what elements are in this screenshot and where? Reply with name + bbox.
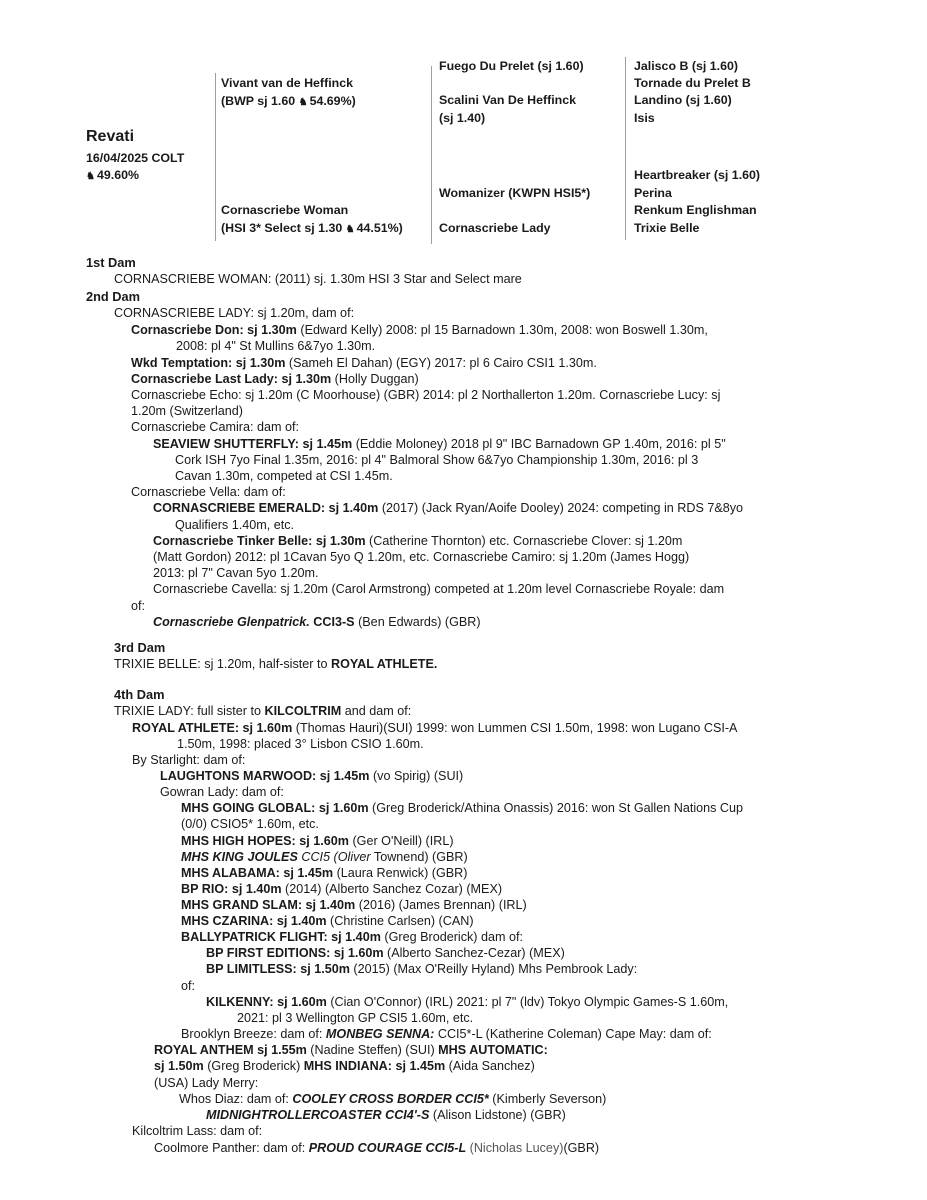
dam-detail: (HSI 3* Select sj 1.30 ♞ 44.51%) bbox=[221, 219, 403, 239]
progeny-entry: MIDNIGHTROLLERCOASTER CCI4'-S (Alison Lidstone) (GBR) bbox=[206, 1108, 566, 1122]
dam-sire: Womanizer (KWPN HSI5*) bbox=[439, 186, 591, 200]
sire-dam-detail: (sj 1.40) bbox=[439, 111, 486, 125]
text-line: (Matt Gordon) 2012: pl 1Cavan 5yo Q 1.20m, etc. Cornascriebe Camiro: sj 1.20m (James Hogg) bbox=[153, 550, 690, 564]
section-heading-4th-dam: 4th Dam bbox=[114, 687, 165, 702]
subject-name: Revati bbox=[86, 128, 135, 145]
text-line: Gowran Lady: dam of: bbox=[160, 785, 284, 799]
gen4-ancestor: Landino (sj 1.60) bbox=[634, 93, 732, 107]
progeny-entry: MHS KING JOULES CCI5 (Oliver Townend) (GBR) bbox=[181, 850, 468, 864]
text-line: 2021: pl 3 Wellington GP CSI5 1.60m, etc. bbox=[237, 1011, 474, 1025]
text-line: Qualifiers 1.40m, etc. bbox=[175, 518, 294, 532]
gen4-ancestor: Perina bbox=[634, 186, 672, 200]
progeny-entry: SEAVIEW SHUTTERFLY: sj 1.45m (Eddie Moloney) 2018 pl 9" IBC Barnadown GP 1.40m, 2016: pl 5" bbox=[153, 437, 726, 451]
progeny-entry: KILKENNY: sj 1.60m (Cian O'Connor) (IRL) 2021: pl 7" (ldv) Tokyo Olympic Games-S 1.60m, bbox=[206, 995, 729, 1009]
text-line: 2008: pl 4" St Mullins 6&7yo 1.30m. bbox=[176, 339, 376, 353]
subject-percent: ♞ 49.60% bbox=[86, 166, 139, 186]
progeny-entry: Cornascriebe Glenpatrick. CCI3-S (Ben Edwards) (GBR) bbox=[153, 615, 481, 629]
text-line: 1.50m, 1998: placed 3° Lisbon CSIO 1.60m. bbox=[177, 737, 424, 751]
section-heading-1st-dam: 1st Dam bbox=[86, 255, 136, 270]
text-line: TRIXIE LADY: full sister to KILCOLTRIM and dam of: bbox=[114, 704, 412, 718]
progeny-entry: ROYAL ATHLETE: sj 1.60m (Thomas Hauri)(SUI) 1999: won Lummen CSI 1.50m, 1998: won Lugano CSI-A bbox=[132, 721, 738, 735]
sire-name: Vivant van de Heffinck bbox=[221, 76, 353, 90]
text-line: CORNASCRIEBE WOMAN: (2011) sj. 1.30m HSI 3 Star and Select mare bbox=[114, 272, 522, 286]
text-line: Cornascriebe Camira: dam of: bbox=[131, 420, 299, 434]
section-heading-2nd-dam: 2nd Dam bbox=[86, 289, 141, 304]
dam-name: Cornascriebe Woman bbox=[221, 203, 349, 217]
gen4-ancestor: Tornade du Prelet B bbox=[634, 76, 751, 90]
text-line: Cornascriebe Cavella: sj 1.20m (Carol Armstrong) competed at 1.20m level Cornascriebe Royale: dam bbox=[153, 582, 725, 596]
progeny-entry: Brooklyn Breeze: dam of: MONBEG SENNA: CCI5*-L (Katherine Coleman) Cape May: dam of: bbox=[181, 1027, 712, 1041]
progeny-entry: Whos Diaz: dam of: COOLEY CROSS BORDER CCI5* (Kimberly Severson) bbox=[179, 1092, 607, 1106]
divider-gen3 bbox=[431, 66, 432, 244]
progeny-entry: BP RIO: sj 1.40m (2014) (Alberto Sanchez Cozar) (MEX) bbox=[181, 882, 503, 896]
progeny-entry: Coolmore Panther: dam of: PROUD COURAGE CCI5-L (Nicholas Lucey)(GBR) bbox=[154, 1141, 600, 1155]
progeny-entry: MHS ALABAMA: sj 1.45m (Laura Renwick) (GBR) bbox=[181, 866, 468, 880]
text-line: Kilcoltrim Lass: dam of: bbox=[132, 1124, 263, 1138]
progeny-entry: MHS CZARINA: sj 1.40m (Christine Carlsen) (CAN) bbox=[181, 914, 474, 928]
text-line: (0/0) CSIO5* 1.60m, etc. bbox=[181, 817, 319, 831]
progeny-entry: Cornascriebe Don: sj 1.30m (Edward Kelly) 2008: pl 15 Barnadown 1.30m, 2008: won Boswell 1.30m, bbox=[131, 323, 708, 337]
dam-dam: Cornascriebe Lady bbox=[439, 221, 551, 235]
text-line: By Starlight: dam of: bbox=[132, 753, 246, 767]
divider-gen4 bbox=[625, 57, 626, 240]
progeny-entry: BP FIRST EDITIONS: sj 1.60m (Alberto Sanchez-Cezar) (MEX) bbox=[206, 946, 565, 960]
text-line: Cornascriebe Vella: dam of: bbox=[131, 485, 286, 499]
text-line: CORNASCRIEBE LADY: sj 1.20m, dam of: bbox=[114, 306, 355, 320]
progeny-entry: ROYAL ANTHEM sj 1.55m (Nadine Steffen) (SUI) MHS AUTOMATIC: bbox=[154, 1043, 548, 1057]
gen4-ancestor: Heartbreaker (sj 1.60) bbox=[634, 168, 761, 182]
progeny-entry: sj 1.50m (Greg Broderick) MHS INDIANA: sj 1.45m (Aida Sanchez) bbox=[154, 1059, 535, 1073]
progeny-entry: LAUGHTONS MARWOOD: sj 1.45m (vo Spirig) (SUI) bbox=[160, 769, 464, 783]
gen4-ancestor: Jalisco B (sj 1.60) bbox=[634, 59, 738, 73]
subject-birth: 16/04/2025 COLT bbox=[86, 151, 185, 165]
progeny-entry: MHS GRAND SLAM: sj 1.40m (2016) (James Brennan) (IRL) bbox=[181, 898, 527, 912]
text-line: (USA) Lady Merry: bbox=[154, 1076, 259, 1090]
text-line: of: bbox=[131, 599, 146, 613]
progeny-entry: Cornascriebe Last Lady: sj 1.30m (Holly Duggan) bbox=[131, 372, 419, 386]
horse-icon: ♞ bbox=[298, 97, 308, 108]
text-line: Cornascriebe Echo: sj 1.20m (C Moorhouse) (GBR) 2014: pl 2 Northallerton 1.20m. Cornascriebe Lucy: sj bbox=[131, 388, 721, 402]
sire-dam: Scalini Van De Heffinck bbox=[439, 93, 577, 107]
divider-gen2 bbox=[215, 73, 216, 241]
text-line: of: bbox=[181, 979, 196, 993]
horse-icon: ♞ bbox=[86, 171, 95, 182]
text-line: 1.20m (Switzerland) bbox=[131, 404, 243, 418]
progeny-entry: Wkd Temptation: sj 1.30m (Sameh El Dahan) (EGY) 2017: pl 6 Cairo CSI1 1.30m. bbox=[131, 356, 597, 370]
progeny-entry: MHS GOING GLOBAL: sj 1.60m (Greg Broderick/Athina Onassis) 2016: won St Gallen Nations Cup bbox=[181, 801, 744, 815]
text-line: 2013: pl 7" Cavan 5yo 1.20m. bbox=[153, 566, 319, 580]
sire-sire: Fuego Du Prelet (sj 1.60) bbox=[439, 59, 584, 73]
text-line: TRIXIE BELLE: sj 1.20m, half-sister to ROYAL ATHLETE. bbox=[114, 657, 438, 671]
progeny-entry: BP LIMITLESS: sj 1.50m (2015) (Max O'Reilly Hyland) Mhs Pembrook Lady: bbox=[206, 962, 638, 976]
progeny-entry: CORNASCRIEBE EMERALD: sj 1.40m (2017) (Jack Ryan/Aoife Dooley) 2024: competing in RDS 7&8yo bbox=[153, 501, 744, 515]
text-line: Cavan 1.30m, competed at CSI 1.45m. bbox=[175, 469, 393, 483]
gen4-ancestor: Trixie Belle bbox=[634, 221, 700, 235]
horse-icon: ♞ bbox=[345, 224, 355, 235]
gen4-ancestor: Renkum Englishman bbox=[634, 203, 757, 217]
progeny-entry: BALLYPATRICK FLIGHT: sj 1.40m (Greg Broderick) dam of: bbox=[181, 930, 523, 944]
section-heading-3rd-dam: 3rd Dam bbox=[114, 640, 166, 655]
sire-detail: (BWP sj 1.60 ♞ 54.69%) bbox=[221, 92, 356, 112]
progeny-entry: MHS HIGH HOPES: sj 1.60m (Ger O'Neill) (IRL) bbox=[181, 834, 454, 848]
progeny-entry: Cornascriebe Tinker Belle: sj 1.30m (Catherine Thornton) etc. Cornascriebe Clover: sj 1.20m bbox=[153, 534, 683, 548]
gen4-ancestor: Isis bbox=[634, 111, 655, 125]
text-line: Cork ISH 7yo Final 1.35m, 2016: pl 4" Balmoral Show 6&7yo Championship 1.30m, 2016: pl 3 bbox=[175, 453, 699, 467]
